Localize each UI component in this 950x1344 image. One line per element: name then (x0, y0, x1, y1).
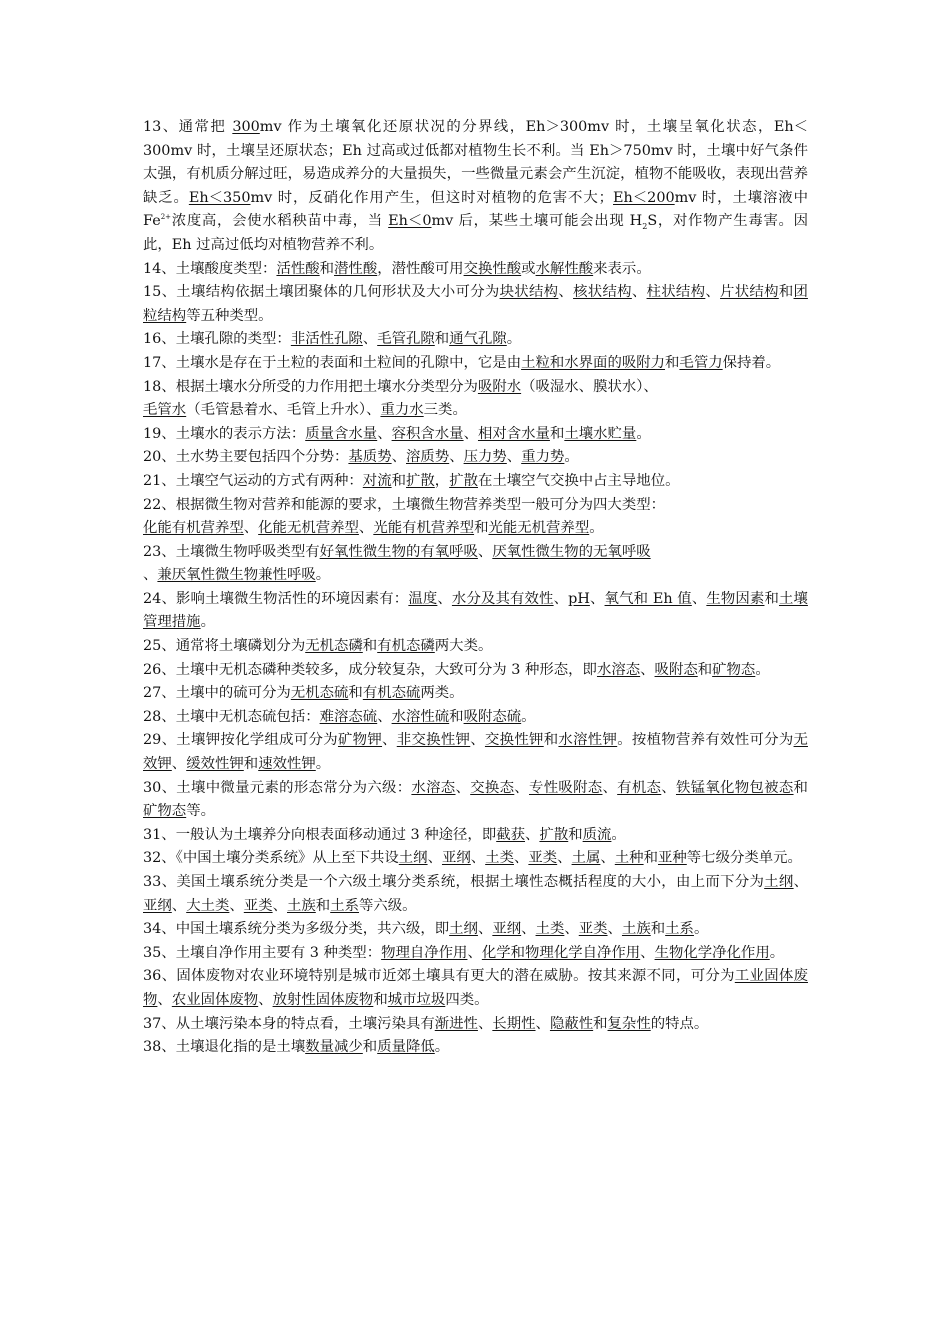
answer-blank: 氧气和 Eh 值 (604, 590, 692, 607)
question-item (143, 847, 808, 871)
question-text: 两大类。 (434, 638, 493, 655)
question-item (143, 541, 808, 588)
question-text: 、 (171, 897, 187, 914)
answer-blank: 化能有机营养型 (143, 520, 244, 537)
question-text: 33、美国土壤系统分类是一个六级土壤分类系统，根据土壤性态概括程度的大小，由上而下分为 (143, 874, 765, 890)
answer-blank: 亚纲 (143, 897, 172, 914)
answer-blank: 压力势 (463, 449, 507, 466)
answer-blank: 质量降低 (377, 1039, 435, 1056)
question-item (143, 729, 808, 776)
question-text: 21、土壤空气运动的方式有两种： (143, 472, 363, 489)
question-text: 38、土壤退化指的是土壤 (143, 1039, 306, 1056)
answer-blank: 土类 (535, 921, 565, 938)
question-text: 。 (693, 921, 709, 938)
answer-blank: 活性酸 (276, 260, 320, 277)
answer-blank: 数量减少 (305, 1039, 363, 1056)
answer-blank: 水解性酸 (535, 260, 594, 277)
question-text: 。 (564, 449, 579, 466)
answer-blank: 缓效性钾 (186, 756, 244, 773)
answer-blank: 矿物态 (143, 803, 187, 820)
answer-blank: 水分及其有效性 (451, 590, 554, 607)
answer-blank: 亚类 (528, 850, 558, 867)
answer-blank: 质量含水量 (305, 425, 378, 442)
question-text: 和 (568, 826, 583, 843)
question-text: 17、土壤水是存在于土粒的表面和土粒间的孔隙中，它是由 (143, 354, 522, 371)
question-text: 、 (553, 590, 569, 607)
question-text: 的特点。 (650, 1015, 709, 1032)
question-text: 和 (543, 732, 559, 749)
question-text: 和 (764, 590, 779, 607)
question-text: 32、《中国土壤分类系统》从上至下共设 (143, 850, 399, 867)
question-text: 和 (793, 779, 808, 796)
question-text: 34、中国土壤系统分类为多级分类，共六级，即 (143, 921, 450, 938)
answer-blank: 土纲 (764, 874, 794, 890)
question-text: 、 (514, 779, 529, 796)
document-body (143, 116, 808, 1060)
question-text: 、 (525, 826, 540, 843)
answer-blank: 长期性 (492, 1015, 536, 1032)
answer-blank: 放射性固体废物 (272, 991, 374, 1008)
question-text: 35、土壤自净作用主要有 3 种类型： (143, 944, 382, 961)
answer-blank: 扩散 (539, 826, 569, 843)
question-item (143, 1013, 808, 1037)
question-text: 、 (535, 1015, 550, 1032)
answer-blank: 团粒结构 (143, 284, 808, 324)
question-item (143, 871, 808, 918)
answer-blank: 相对含水量 (477, 425, 550, 442)
question-text: 、 (427, 850, 442, 867)
question-text: 14、土壤酸度类型： (143, 260, 277, 277)
question-text: 和 (449, 708, 464, 725)
question-text: 浓度高，会使水稻秧苗中毒，当 (171, 213, 389, 230)
answer-blank: 水溶态 (411, 779, 456, 796)
answer-blank: 柱状结构 (646, 284, 706, 301)
question-text: 和 (474, 520, 489, 537)
question-item (143, 965, 808, 1012)
answer-blank: 土类 (485, 850, 514, 867)
answer-blank: 扩散 (406, 472, 435, 489)
question-text: 、 (362, 331, 378, 348)
question-text: ， (434, 472, 450, 489)
answer-blank: 毛管力 (679, 354, 723, 371)
question-text: 。 (506, 331, 522, 348)
answer-blank: 质流 (582, 826, 612, 843)
question-text: 31、一般认为土壤养分向根表面移动通过 3 种途径，即 (143, 826, 497, 843)
question-text: 和 (697, 661, 713, 678)
answer-blank: 水溶性硫 (391, 708, 450, 725)
answer-blank: 有机态硫 (362, 685, 421, 702)
question-text: 、 (243, 520, 259, 537)
question-text: 、 (377, 708, 392, 725)
question-text: 、 (558, 284, 574, 301)
answer-blank: 土族 (287, 897, 316, 914)
question-item (143, 1036, 808, 1060)
question-text: 、 (455, 779, 471, 796)
answer-blank: 无机态磷 (305, 638, 363, 655)
question-text: 、 (391, 449, 406, 466)
question-text: 。 (315, 567, 331, 584)
question-text: 。 (200, 614, 215, 631)
question-item (143, 116, 808, 258)
answer-blank: 亚纲 (492, 921, 522, 938)
question-text: 和 (778, 284, 794, 301)
answer-blank: 块状结构 (499, 284, 559, 301)
answer-blank: 容积含水量 (391, 425, 464, 442)
answer-blank: 亚类 (243, 897, 273, 914)
question-text: 。 (521, 708, 536, 725)
question-text: 、 (477, 921, 493, 938)
answer-blank: 大土类 (186, 897, 230, 914)
question-item (143, 423, 808, 447)
question-text: 。 (434, 1039, 450, 1056)
answer-blank: 农业固体废物 (171, 991, 259, 1008)
question-text: 、 (631, 284, 647, 301)
question-item (143, 682, 808, 706)
answer-blank: 土系 (330, 897, 359, 914)
answer-blank: 有机态 (617, 779, 662, 796)
question-text: 25、通常将土壤磷划分为 (143, 638, 306, 655)
answer-blank: 水溶态 (596, 661, 641, 678)
question-text: 和 (643, 850, 658, 867)
question-text: mv 时，土壤溶液中 Fe (143, 189, 808, 230)
question-text: 和 (348, 685, 363, 702)
answer-blank: Eh＜0 (388, 213, 432, 230)
answer-blank: 温度 (408, 590, 438, 607)
answer-blank: 重力水 (380, 402, 424, 419)
question-text: 、 (463, 425, 478, 442)
answer-blank: 土系 (665, 921, 694, 938)
answer-blank: 300 (232, 119, 260, 135)
question-text: 和 (549, 425, 565, 442)
question-text: 、 (600, 850, 615, 867)
answer-blank: pH (568, 590, 590, 607)
answer-blank: 基质势 (348, 449, 392, 466)
question-item (143, 446, 808, 470)
answer-blank: 速效性钾 (258, 756, 316, 773)
answer-blank: 交换性酸 (463, 260, 522, 277)
answer-blank: 土纲 (449, 921, 478, 938)
answer-blank: 交换态 (470, 779, 515, 796)
answer-blank: 化能无机营养型 (258, 520, 359, 537)
question-text: 。 (315, 756, 331, 773)
question-text: 、 (589, 590, 605, 607)
answer-blank: 土族 (621, 921, 651, 938)
question-text: 、 (157, 991, 172, 1008)
question-text: 。 (755, 661, 770, 678)
question-text: 、 (477, 543, 493, 560)
answer-blank: 光能有机营养型 (373, 520, 475, 537)
question-text: 和 (665, 354, 680, 371)
question-text: 和 (315, 897, 331, 914)
answer-blank: 亚种 (657, 850, 687, 867)
answer-blank: 工业固体废物 (143, 968, 808, 1008)
answer-blank: 兼厌氧性微生物兼性呼吸 (157, 567, 316, 584)
question-text: 22、根据微生物对营养和能源的要求，土壤微生物营养类型一般可分为四大类型： (143, 496, 665, 513)
question-item (143, 918, 808, 942)
answer-blank: 隐蔽性 (549, 1015, 594, 1032)
question-text: 和 (593, 1015, 608, 1032)
question-text: 、 (793, 874, 808, 890)
question-text: 、 (437, 590, 452, 607)
answer-blank: 生物因素 (706, 590, 765, 607)
question-text: 、 (470, 850, 486, 867)
answer-blank: 亚纲 (441, 850, 471, 867)
question-text: 三类。 (423, 402, 467, 419)
question-text: 、 (171, 756, 187, 773)
question-text: 、 (477, 1015, 493, 1032)
answer-blank: 土纲 (398, 850, 428, 867)
question-text: 四类。 (445, 991, 489, 1008)
question-item (143, 659, 808, 683)
answer-blank: 吸附水 (477, 378, 522, 395)
answer-blank: 吸附态硫 (463, 708, 522, 725)
answer-blank: 土壤水贮量 (564, 425, 637, 442)
question-text: 和 (373, 991, 388, 1008)
question-text: 、 (607, 921, 622, 938)
question-text: 和 (362, 638, 378, 655)
question-text: 、 (691, 590, 707, 607)
answer-blank: 扩散 (449, 472, 478, 489)
answer-blank: 交换性钾 (484, 732, 544, 749)
answer-blank: 吸附态 (654, 661, 698, 678)
answer-blank: 潜性酸 (334, 260, 378, 277)
question-text: 16、土壤孔隙的类型： (143, 331, 291, 348)
question-text: 。 (769, 944, 785, 961)
question-text: 等七级分类单元。 (686, 850, 802, 867)
subscript: 2 (642, 222, 648, 232)
question-text: 等。 (186, 803, 215, 820)
question-text: 、 (557, 850, 572, 867)
question-item (143, 588, 808, 635)
answer-blank: 生物化学净化作用 (654, 944, 770, 961)
question-text: 、 (564, 921, 579, 938)
question-text: 、 (470, 732, 485, 749)
question-item (143, 258, 808, 282)
answer-blank: 渐进性 (434, 1015, 478, 1032)
answer-blank: 重力势 (521, 449, 565, 466)
question-text: 两类。 (420, 685, 464, 702)
question-text: 26、土壤中无机态磷种类较多，成分较复杂，大致可分为 3 种形态，即 (143, 661, 597, 678)
question-item (143, 328, 808, 352)
question-text: 23、土壤微生物呼吸类型有 (143, 543, 320, 560)
answer-blank: 亚类 (578, 921, 608, 938)
answer-blank: 毛管孔隙 (377, 331, 435, 348)
question-text: 、 (377, 425, 392, 442)
superscript: 2+ (160, 213, 172, 222)
answer-blank: 矿物钾 (337, 732, 383, 749)
answer-blank: 土种 (614, 850, 644, 867)
answer-blank: 复杂性 (607, 1015, 651, 1032)
question-text: （毛管悬着水、毛管上升水）、 (186, 402, 381, 419)
answer-blank: 片状结构 (720, 284, 779, 301)
question-item (143, 635, 808, 659)
question-text: 、 (382, 732, 397, 749)
question-item (143, 352, 808, 376)
question-text: 、 (640, 661, 655, 678)
question-text: mv 时，反硝化作用产生，但这时对植物的危害不大； (250, 189, 614, 206)
question-text: 13、通常把 (143, 119, 233, 135)
answer-blank: 城市垃圾 (387, 991, 446, 1008)
question-text: 、 (661, 779, 676, 796)
answer-blank: 通气孔隙 (449, 331, 507, 348)
answer-blank: Eh＜350 (188, 189, 251, 206)
question-text: 。 (611, 826, 626, 843)
answer-blank: 毛管水 (143, 402, 187, 419)
question-text: 29、土壤钾按化学组成可分为 (143, 732, 338, 749)
question-text: 、 (521, 921, 536, 938)
answer-blank: Eh＜200 (613, 189, 675, 206)
answer-blank: 无效钾 (143, 732, 808, 773)
answer-blank: 铁锰氧化物包被态 (675, 779, 794, 796)
question-text: 保持着。 (722, 354, 781, 371)
answer-blank: 对流 (362, 472, 392, 489)
question-text: 19、土壤水的表示方法： (143, 425, 306, 442)
answer-blank: 非活性孔隙 (290, 331, 363, 348)
answer-blank: 非交换性钾 (396, 732, 471, 749)
question-text: 。 (589, 520, 604, 537)
question-text: 。 (636, 425, 651, 442)
question-item (143, 824, 808, 848)
question-text: 。按植物营养有效性可分为 (617, 732, 794, 749)
answer-blank: 无机态硫 (290, 685, 349, 702)
question-item (143, 281, 808, 328)
answer-blank: 截获 (496, 826, 526, 843)
question-item (143, 494, 808, 541)
question-text: 、 (640, 944, 655, 961)
question-text: 和 (391, 472, 406, 489)
question-text: 、 (705, 284, 721, 301)
question-text: （吸湿水、膜状水）、 (521, 378, 658, 395)
question-text: ，潜性酸可用 (377, 260, 464, 277)
question-text: S，对作物产生毒害。因此，Eh 过高过低均对植物营养不利。 (143, 213, 809, 253)
answer-blank: 难溶态硫 (319, 708, 378, 725)
answer-blank: 物理自净作用 (381, 944, 468, 961)
question-text: 等六级。 (359, 897, 417, 914)
answer-blank: 化学和物理化学自净作用 (481, 944, 641, 961)
question-text: 、 (258, 991, 273, 1008)
answer-blank: 溶质势 (406, 449, 450, 466)
question-text: 在土壤空气交换中占主导地位。 (478, 472, 680, 489)
question-item (143, 777, 808, 824)
question-text: 和 (362, 1039, 378, 1056)
answer-blank: 水溶性钾 (558, 732, 618, 749)
question-text: 、 (602, 779, 618, 796)
question-text: 、 (467, 944, 482, 961)
question-item (143, 376, 808, 423)
question-text: 28、土壤中无机态硫包括： (143, 708, 320, 725)
answer-blank: 土粒和水界面的吸附力 (521, 354, 666, 371)
answer-blank: 好氧性微生物的有氧呼吸 (319, 543, 478, 560)
question-text: 、 (449, 449, 464, 466)
question-text: 、 (358, 520, 374, 537)
question-text: 来表示。 (593, 260, 651, 277)
answer-blank: 土属 (571, 850, 601, 867)
question-text: 或 (521, 260, 536, 277)
question-text: 、 (506, 449, 522, 466)
question-text: 27、土壤中的硫可分为 (143, 685, 291, 702)
answer-blank: 专性吸附态 (529, 779, 603, 796)
question-text: 30、土壤中微量元素的形态常分为六级： (143, 779, 412, 796)
answer-blank: 光能无机营养型 (488, 520, 590, 537)
question-text: 20、土水势主要包括四个分势： (143, 449, 349, 466)
question-item (143, 706, 808, 730)
question-text: 36、固体废物对农业环境特别是城市近郊土壤具有更大的潜在威胁。按其来源不同，可分为 (143, 968, 735, 985)
question-item (143, 942, 808, 966)
question-text: 24、影响土壤微生物活性的环境因素有： (143, 590, 409, 607)
answer-blank: 有机态磷 (377, 638, 435, 655)
question-text: mv 后，某些土壤可能会出现 H (431, 213, 643, 230)
question-text: 、 (143, 567, 158, 584)
question-text: mv 作为土壤氧化还原状况的分界线，Eh＞300mv 时，土壤呈氧化状态，Eh＜300mv 时，土壤呈还原状态；Eh 过高或过低都对植物生长不利。当 Eh＞750mv 时，土壤中好气条件太强，有机质分解过旺，易造成养分的大量损失，一些微量元素会产生沉淀，植物不能吸收，表现出营养缺乏。 (143, 119, 808, 206)
question-text: 、 (513, 850, 529, 867)
question-text: 和 (434, 331, 450, 348)
question-text: 和 (650, 921, 666, 938)
question-text: 、 (229, 897, 244, 914)
question-text: 等五种类型。 (186, 307, 273, 324)
question-item (143, 470, 808, 494)
question-text: 和 (319, 260, 335, 277)
question-text: 和 (243, 756, 259, 773)
answer-blank: 矿物态 (712, 661, 756, 678)
answer-blank: 土壤管理措施 (143, 590, 808, 631)
question-text: 15、土壤结构依据土壤团聚体的几何形状及大小可分为 (143, 284, 500, 301)
answer-blank: 核状结构 (573, 284, 632, 301)
question-text: 37、从土壤污染本身的特点看，土壤污染具有 (143, 1015, 435, 1032)
question-text: 18、根据土壤水分所受的力作用把土壤水分类型分为 (143, 378, 478, 395)
question-text: 、 (272, 897, 287, 914)
answer-blank: 厌氧性微生物的无氧呼吸 (492, 543, 651, 560)
